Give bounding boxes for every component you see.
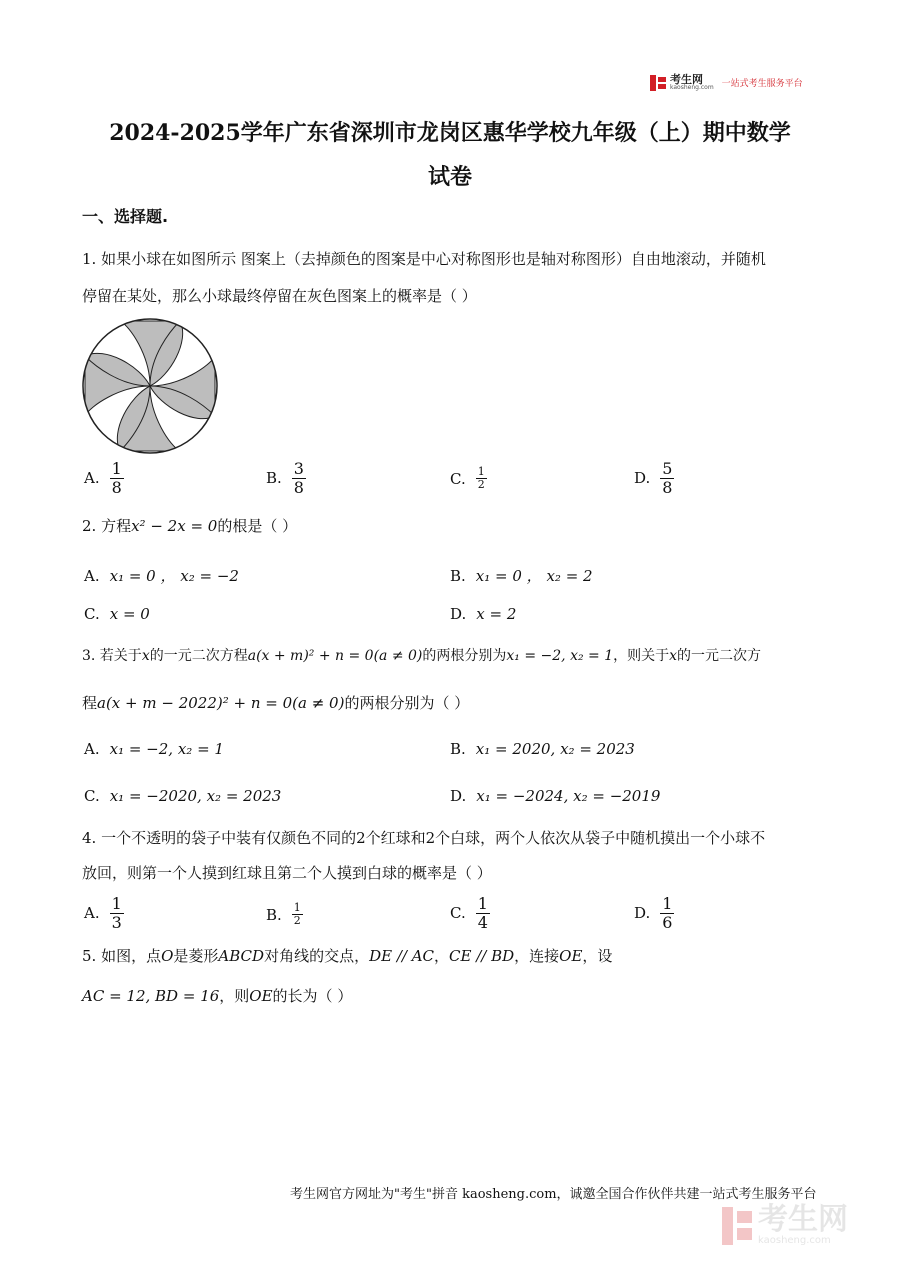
- watermark: [722, 1202, 848, 1246]
- q4-option-b[interactable]: B. $\frac{1}{2}$: [266, 901, 301, 928]
- q4-option-c[interactable]: C. $\frac{1}{4}$: [450, 894, 488, 932]
- q2-option-b[interactable]: B. x₁ = 0 ， x₂ = 2: [450, 566, 593, 585]
- logo-domain: kaosheng.com: [670, 84, 714, 91]
- q3-option-b[interactable]: B. x₁ = 2020, x₂ = 2023: [450, 740, 635, 758]
- q3-option-d[interactable]: D. x₁ = −2024, x₂ = −2019: [450, 787, 661, 805]
- q1-option-a[interactable]: A. $\frac{1}{8}$: [84, 459, 122, 497]
- q2-option-c[interactable]: C. x = 0: [84, 605, 150, 623]
- q3-line1: 3. 若关于x的一元二次方程a(x + m)² + n = 0(a ≠ 0)的两根分别为x₁ = −2, x₂ = 1，则关于x的一元二次方: [82, 648, 762, 664]
- page-title-line2: 试卷: [427, 164, 472, 190]
- q3-option-c[interactable]: C. x₁ = −2020, x₂ = 2023: [84, 787, 282, 805]
- q4-option-a[interactable]: A. $\frac{1}{3}$: [84, 894, 122, 932]
- q4-option-d[interactable]: D. $\frac{1}{6}$: [634, 894, 673, 932]
- q4-line2: 放回，则第一个人摸到红球且第二个人摸到白球的概率是（ ）: [82, 864, 492, 882]
- q1-line2: 停留在某处，那么小球最终停留在灰色图案上的概率是（ ）: [82, 287, 477, 305]
- q4-line1: 4. 一个不透明的袋子中装有仅颜色不同的2个红球和2个白球，两个人依次从袋子中随机摸出一个小球不: [82, 829, 766, 847]
- section-heading: 一、选择题.: [82, 207, 169, 226]
- kaosheng-watermark-icon: [722, 1207, 752, 1245]
- footer-text: 考生网官方网址为"考生"拼音 kaosheng.com，诚邀全国合作伙伴共建一站式考生服务平台: [290, 1187, 817, 1202]
- q2-equation: x² − 2x = 0: [131, 517, 218, 535]
- logo-slogan: 一站式考生服务平台: [721, 79, 803, 89]
- q3-option-a[interactable]: A. x₁ = −2, x₂ = 1: [84, 740, 224, 758]
- watermark-name: 考生网: [758, 1202, 848, 1237]
- header-logo[interactable]: [650, 74, 803, 91]
- q5-line2: AC = 12, BD = 16，则OE的长为（ ）: [82, 987, 353, 1005]
- q1-option-c[interactable]: C. $\frac{1}{2}$: [450, 465, 485, 492]
- q5-line1: 5. 如图，点O是菱形ABCD对角线的交点，DE // AC，CE // BD，连接OE，设: [82, 947, 613, 965]
- q2-option-d[interactable]: D. x = 2: [450, 605, 517, 623]
- watermark-domain: kaosheng.com: [758, 1235, 831, 1246]
- kaosheng-logo-icon: [650, 75, 666, 91]
- q2-option-a[interactable]: A. x₁ = 0 ， x₂ = −2: [84, 566, 239, 585]
- q1-figure: [80, 316, 220, 456]
- page-title-line1: 2024-2025学年广东省深圳市龙岗区惠华学校九年级（上）期中数学: [109, 120, 791, 146]
- q1-option-d[interactable]: D. $\frac{5}{8}$: [634, 459, 673, 497]
- logo-name: 考生网: [670, 73, 703, 86]
- q3-line2: 程a(x + m − 2022)² + n = 0(a ≠ 0)的两根分别为（ ）: [82, 694, 470, 712]
- q1-line1: 1. 如果小球在如图所示 图案上（去掉颜色的图案是中心对称图形也是轴对称图形）自由地滚动，并随机: [82, 250, 766, 268]
- q1-option-b[interactable]: B. $\frac{3}{8}$: [266, 459, 304, 497]
- q2-stem: 2. 方程x² − 2x = 0的根是（ ）: [82, 517, 298, 535]
